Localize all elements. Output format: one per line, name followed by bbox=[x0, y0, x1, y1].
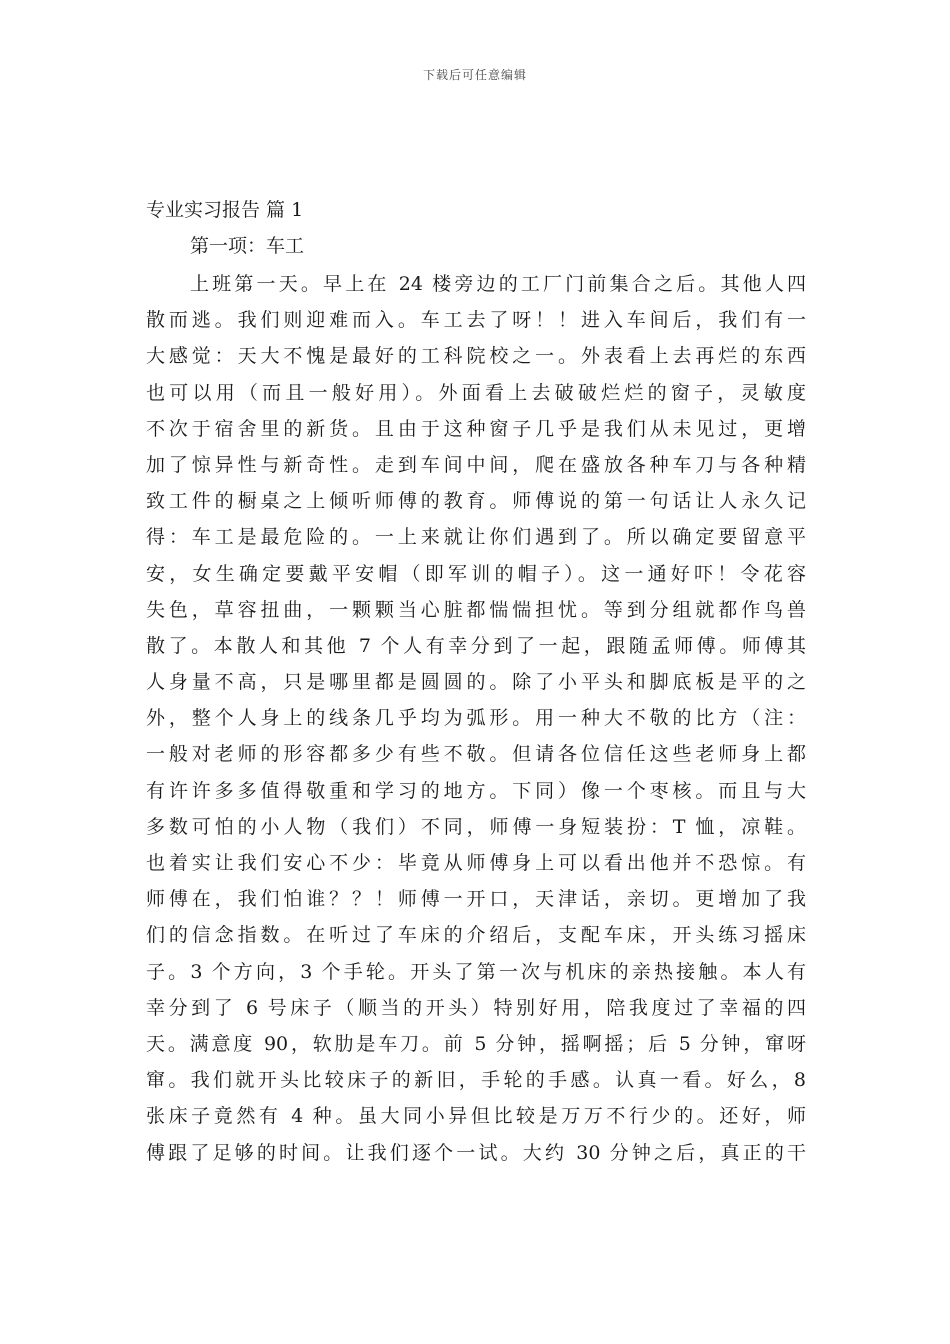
text-line: 师傅在，我们怕谁？？！师傅一开口，天津话，亲切。更增加了我 bbox=[146, 888, 806, 911]
text-line: 子。3 个方向，3 个手轮。开头了第一次与机床的亲热接触。本人有 bbox=[146, 960, 806, 983]
text-line: 外，整个人身上的线条几乎均为弧形。用一种大不敬的比方（注： bbox=[146, 707, 806, 730]
text-line: 多数可怕的小人物（我们）不同，师傅一身短装扮：T 恤，凉鞋。 bbox=[146, 815, 806, 838]
text-line: 幸分到了 6 号床子（顺当的开头）特别好用，陪我度过了幸福的四 bbox=[146, 996, 806, 1019]
text-line: 散了。本散人和其他 7 个人有幸分到了一起，跟随孟师傅。师傅其 bbox=[146, 634, 806, 657]
text-line: 天。满意度 90，软肋是车刀。前 5 分钟，摇啊摇；后 5 分钟，窜呀 bbox=[146, 1032, 806, 1055]
text-line: 也可以用（而且一般好用）。外面看上去破破烂烂的窗子，灵敏度 bbox=[146, 381, 806, 404]
text-line: 大感觉：天大不愧是最好的工科院校之一。外表看上去再烂的东西 bbox=[146, 345, 806, 368]
text-line: 上班第一天。早上在 24 楼旁边的工厂门前集合之后。其他人四 bbox=[190, 273, 806, 295]
text-line: 失色，草容扭曲，一颗颗当心脏都惴惴担忧。等到分组就都作鸟兽 bbox=[146, 598, 806, 621]
page-header: 下载后可任意编辑 bbox=[422, 68, 527, 82]
text-line: 散而逃。我们则迎难而入。车工去了呀！！进入车间后，我们有一 bbox=[146, 309, 806, 332]
text-line: 安，女生确定要戴平安帽（即军训的帽子）。这一通好吓！令花容 bbox=[146, 562, 806, 585]
body-paragraph bbox=[146, 266, 806, 1171]
text-line: 窜。我们就开头比较床子的新旧，手轮的手感。认真一看。好么，8 bbox=[146, 1069, 806, 1092]
text-line: 也着实让我们安心不少：毕竟从师傅身上可以看出他并不恐惊。有 bbox=[146, 852, 806, 874]
text-line: 不次于宿舍里的新货。且由于这种窗子几乎是我们从未见过，更增 bbox=[146, 417, 806, 440]
text-line: 得：车工是最危险的。一上来就让你们遇到了。所以确定要留意平 bbox=[146, 526, 806, 549]
section-heading: 第一项：车工 bbox=[190, 235, 305, 257]
text-line: 有许许多多值得敬重和学习的地方。下同）像一个枣核。而且与大 bbox=[146, 779, 806, 802]
text-line: 们的信念指数。在听过了车床的介绍后，支配车床，开头练习摇床 bbox=[146, 924, 806, 947]
text-line: 致工件的橱桌之上倾听师傅的教育。师傅说的第一句话让人永久记 bbox=[146, 490, 806, 513]
text-line: 加了惊异性与新奇性。走到车间中间，爬在盛放各种车刀与各种精 bbox=[146, 453, 806, 476]
text-line: 傅跟了足够的时间。让我们逐个一试。大约 30 分钟之后，真正的干 bbox=[146, 1141, 806, 1164]
document-title: 专业实习报告 篇 1 bbox=[146, 199, 304, 221]
text-line: 一般对老师的形容都多少有些不敬。但请各位信任这些老师身上都 bbox=[146, 743, 806, 766]
text-line: 人身量不高，只是哪里都是圆圆的。除了小平头和脚底板是平的之 bbox=[146, 671, 806, 694]
text-line: 张床子竟然有 4 种。虽大同小异但比较是万万不行少的。还好，师 bbox=[146, 1105, 806, 1128]
